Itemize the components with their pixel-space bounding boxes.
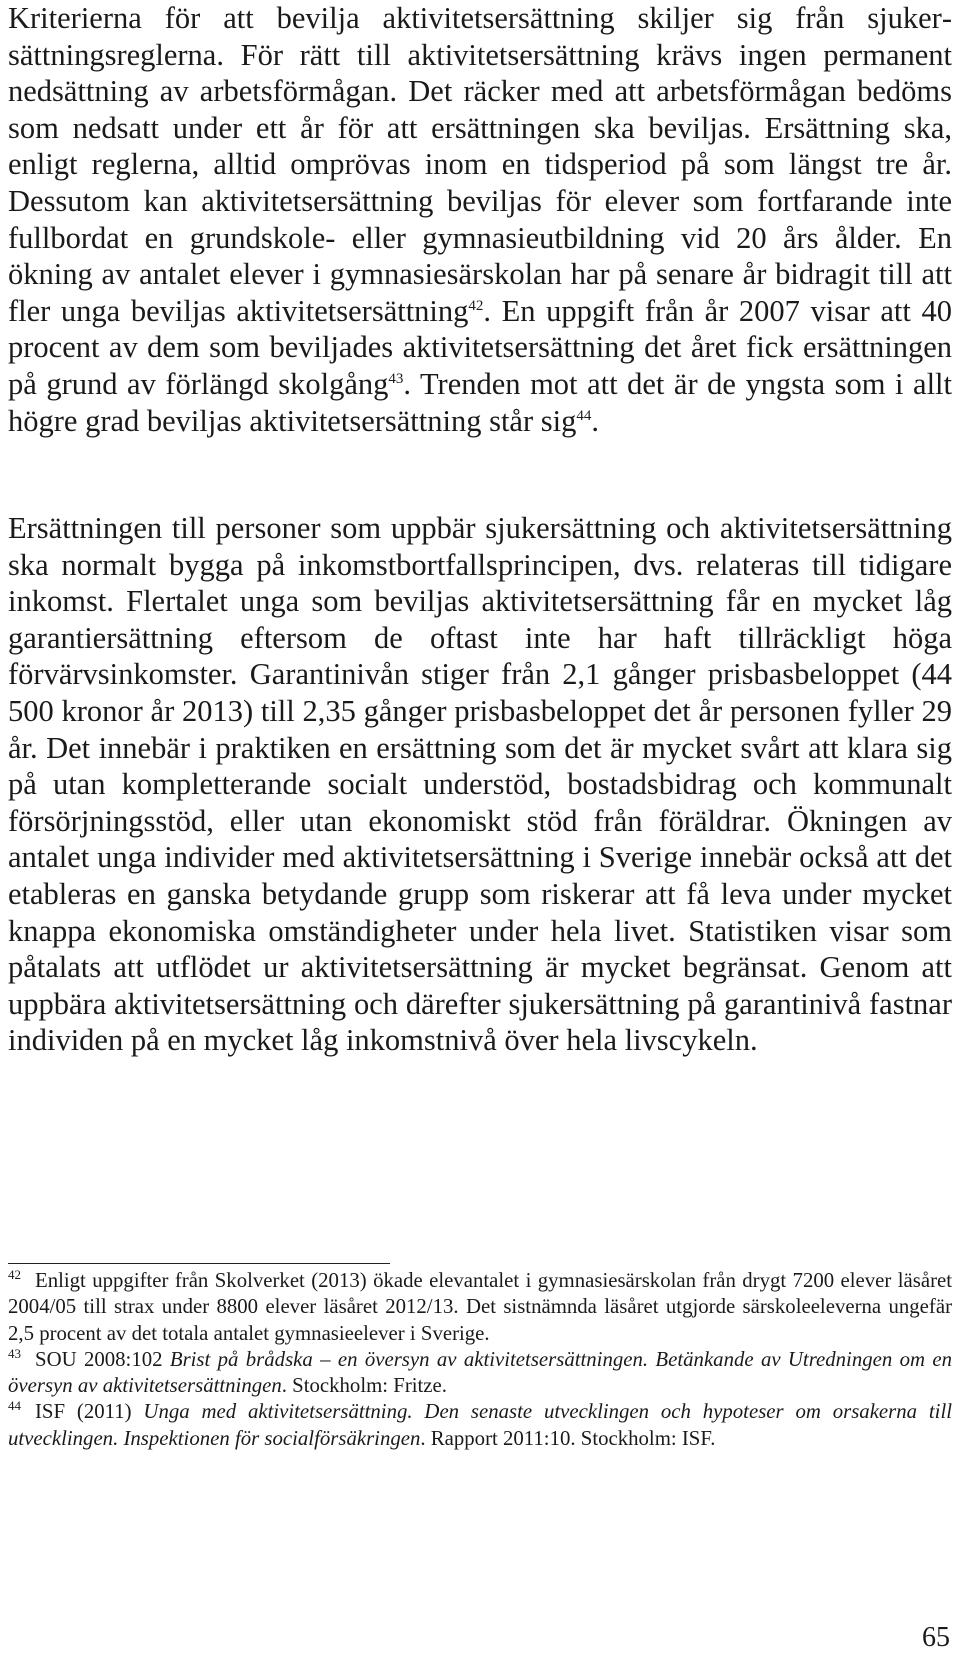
paragraph-1-text-d: . <box>591 403 599 438</box>
footnote-number: 43 <box>8 1345 21 1361</box>
page-number: 65 <box>922 1622 950 1653</box>
footnote-text: Enligt uppgifter från Skolverket (2013) ökade elevantalet i gymnasiesärskolan från drygt 7200 elever läsåret 2004/05 till strax under 8800 elever läsåret 2012/13. Det sistnämnda läsåret utgjorde särskoleeleverna ungefär 2,5 procent av det totala antalet gymnasieelever i Sverige. <box>8 1269 952 1345</box>
paragraph-1-text-b: . En uppgift från år 2007 visar att 40 procent av dem som beviljades aktivitetsersättning det året fick ersättningen på grund av förlängd skolgång <box>8 293 952 401</box>
footnote-separator <box>8 1263 390 1264</box>
footnote-suffix: . Stockholm: Fritze. <box>281 1374 447 1398</box>
footnote-ref-42[interactable]: 42 <box>468 297 484 314</box>
body-paragraph-1 <box>8 0 952 439</box>
footnote-number: 44 <box>8 1398 21 1414</box>
footnote-number: 42 <box>8 1267 21 1283</box>
footnote-title: Brist på brådska – en översyn av aktivitetsersättningen. Betänkande av Utredningen om en översyn av aktivitetsersättningen <box>8 1347 952 1398</box>
footnote-44 <box>8 1399 952 1452</box>
footnote-ref-43[interactable]: 43 <box>388 370 404 387</box>
body-paragraph-2: Ersättningen till personer som uppbär sjukersättning och aktivitetsersättning ska normalt bygga på inkomstbortfallsprincipen, dvs. relateras till tidigare inkomst. Flertalet unga som beviljas aktivitetsersättning får en mycket låg garantiersättning eftersom de oftast inte har haft tillräckligt höga förvärvsinkomster. Garantinivån stiger från 2,1 gånger prisbasbeloppet (44 500 kronor år 2013) till 2,35 gånger prisbasbeloppet det år personen fyller 29 år. Det innebär i praktiken en ersättning som det är mycket svårt att klara sig på utan kompletterande socialt understöd, bostadsbidrag och kommunalt försörjningsstöd, eller utan ekonomiskt stöd från föräldrar. Ökningen av antalet unga individer med aktivitetsersättning i Sverige innebär också att det etableras en ganska betydande grupp som riskerar att få leva under mycket knappa ekonomiska omständigheter under hela livet. Statistiken visar som påtalats att utflödet ur aktivitetsersättning är mycket begränsat. Genom att uppbära aktivitetsersättning och därefter sjukersättning på garantinivå fastnar individen på en mycket låg inkomstnivå över hela livscykeln. <box>8 511 952 1058</box>
footnote-title: Unga med aktivitetsersättning. Den senaste utvecklingen och hypoteser om orsakerna till utvecklingen. Inspektionen för socialförsäkringen <box>8 1400 952 1450</box>
document-page <box>8 0 952 1661</box>
footnote-suffix: . Rapport 2011:10. Stockholm: ISF. <box>420 1426 716 1450</box>
paragraph-1-text-a: Kriterierna för att bevilja aktivitetsersättning skiljer sig från sjukersättningsreglerna. För rätt till aktivitetsersättning krävs ingen permanent nedsättning av arbetsförmågan. Det räcker med att arbetsförmågan bedöms som nedsatt under ett år för att ersättningen ska beviljas. Ersättning ska, enligt reglerna, alltid omprövas inom en tidsperiod på som längst tre år. Dessutom kan aktivitetsersättning beviljas för elever som fortfarande inte fullbordat en grundskole- eller gymnasieutbildning vid 20 års ålder. En ökning av antalet elever i gymnasiesärskolan har på senare år bidragit till att fler unga beviljas aktivitetsersättning <box>8 1 952 328</box>
footnote-prefix: ISF (2011) <box>35 1400 144 1424</box>
footnote-ref-44[interactable]: 44 <box>576 407 592 424</box>
footnote-42 <box>8 1268 952 1347</box>
paragraph-1-text-c: . Trenden mot att det är de yngsta som i allt högre grad beviljas aktivitetsersättning står sig <box>8 366 953 438</box>
footnote-43 <box>8 1347 952 1400</box>
footnotes-section <box>8 1268 952 1452</box>
footnote-prefix: SOU 2008:102 <box>35 1347 170 1371</box>
